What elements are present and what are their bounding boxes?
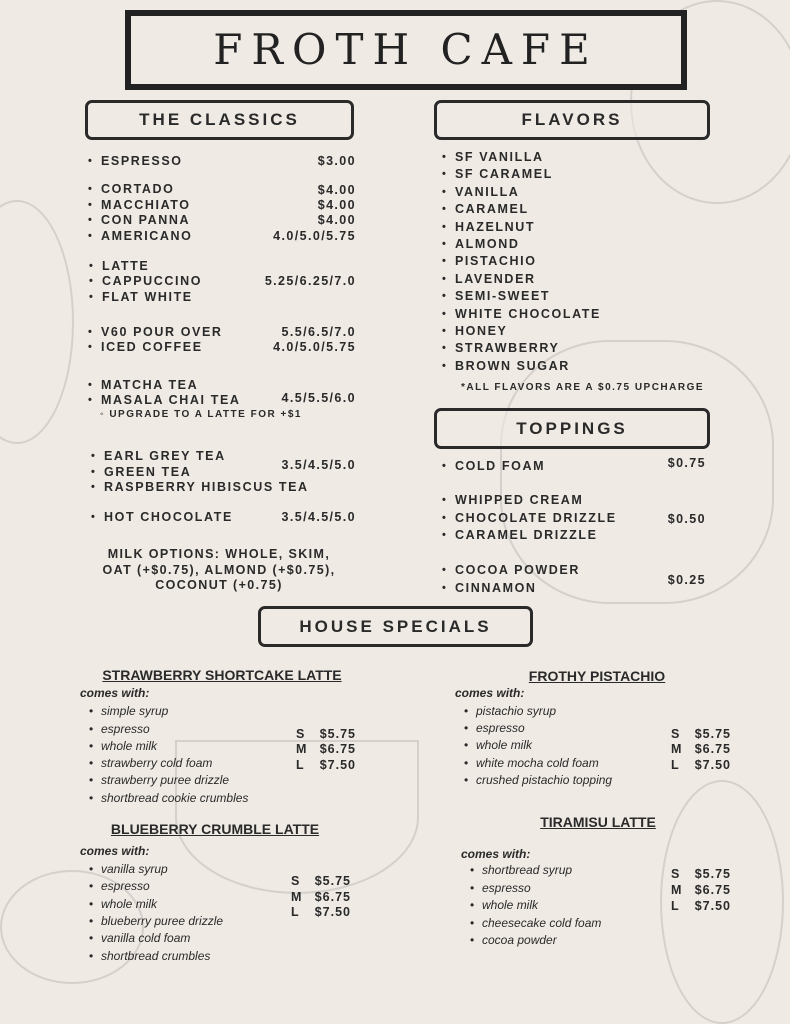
- classics-item: • GREEN TEA: [104, 465, 191, 479]
- special-ingredient: • vanilla cold foam: [101, 931, 190, 945]
- special-ingredient: • espresso: [101, 879, 150, 893]
- size-price-row: [296, 758, 356, 773]
- milk-options-line: OAT (+$0.75), ALMOND (+$0.75),: [102, 562, 336, 577]
- special-ingredient: • crushed pistachio topping: [476, 773, 612, 787]
- special-ingredient: • espresso: [482, 881, 531, 895]
- size-label: L: [671, 899, 680, 913]
- comes-with-label: comes with:: [80, 844, 150, 858]
- classics-item: • EARL GREY TEA: [104, 449, 226, 463]
- topping-item: • CHOCOLATE DRIZZLE: [455, 511, 617, 525]
- size-label: L: [291, 905, 300, 919]
- size-price: $7.50: [319, 758, 356, 772]
- size-price: $7.50: [314, 905, 351, 919]
- classics-price: 4.5/5.5/6.0: [281, 391, 356, 405]
- size-price-row: [296, 742, 356, 757]
- topping-price: $0.25: [667, 573, 706, 587]
- classics-item: • RASPBERRY HIBISCUS TEA: [104, 480, 309, 494]
- size-price-row: [296, 727, 356, 742]
- comes-with-label: comes with:: [80, 686, 150, 700]
- classics-price: 4.0/5.0/5.75: [273, 340, 356, 354]
- topping-item: • COLD FOAM: [455, 459, 545, 473]
- special-ingredient: • whole milk: [101, 897, 157, 911]
- special-ingredient: • espresso: [476, 721, 525, 735]
- special-ingredient: • simple syrup: [101, 704, 168, 718]
- classics-price: $4.00: [317, 213, 356, 227]
- size-price: $6.75: [314, 890, 351, 904]
- size-price-row: [671, 867, 731, 882]
- size-price-row: [671, 758, 731, 773]
- size-price: $5.75: [694, 727, 731, 741]
- milk-options-line: MILK OPTIONS: WHOLE, SKIM,: [107, 547, 331, 561]
- house-specials-heading: HOUSE SPECIALS: [258, 606, 533, 647]
- size-label: M: [296, 742, 308, 756]
- size-price: $6.75: [319, 742, 356, 756]
- classics-item: • HOT CHOCOLATE: [104, 510, 233, 524]
- size-price: $6.75: [694, 742, 731, 756]
- topping-price: $0.50: [667, 512, 706, 526]
- classics-price: $4.00: [317, 183, 356, 197]
- flavors-upcharge-note: *ALL FLAVORS ARE A $0.75 UPCHARGE: [461, 382, 705, 393]
- special-ingredient: • strawberry puree drizzle: [101, 773, 229, 787]
- classics-price: $4.00: [317, 198, 356, 212]
- cafe-title: FROTH CAFE: [213, 25, 599, 74]
- flavor-item: • SEMI-SWEET: [455, 289, 550, 303]
- size-price-row: [291, 905, 351, 920]
- special-ingredient: • whole milk: [476, 738, 532, 752]
- topping-price: $0.75: [667, 456, 706, 470]
- special-ingredient: • vanilla syrup: [101, 862, 168, 876]
- milk-options: [85, 547, 353, 594]
- flavor-item: • LAVENDER: [455, 272, 536, 286]
- special-ingredient: • espresso: [101, 722, 150, 736]
- flavor-item: • STRAWBERRY: [455, 341, 559, 355]
- size-label: S: [296, 727, 306, 741]
- size-price: $7.50: [694, 758, 731, 772]
- flavor-item: • PISTACHIO: [455, 254, 537, 268]
- size-label: L: [296, 758, 305, 772]
- size-price-row: [291, 890, 351, 905]
- size-price-row: [671, 899, 731, 914]
- classics-item: • ESPRESSO: [101, 154, 183, 168]
- flavor-item: • WHITE CHOCOLATE: [455, 307, 601, 321]
- flavors-heading: FLAVORS: [434, 100, 710, 140]
- size-price: $7.50: [694, 899, 731, 913]
- size-price: $5.75: [694, 867, 731, 881]
- special-ingredient: • cocoa powder: [482, 933, 557, 947]
- size-price: $5.75: [319, 727, 356, 741]
- classics-item: • MACCHIATO: [101, 198, 191, 212]
- topping-item: • COCOA POWDER: [455, 563, 580, 577]
- topping-item: • CINNAMON: [455, 581, 537, 595]
- size-price: $5.75: [314, 874, 351, 888]
- classics-price: 3.5/4.5/5.0: [281, 510, 356, 524]
- special-ingredient: • shortbread crumbles: [101, 949, 210, 963]
- classics-item: • CON PANNA: [101, 213, 190, 227]
- classics-item: • CORTADO: [101, 182, 174, 196]
- flavor-item: • VANILLA: [455, 185, 519, 199]
- special-ingredient: • shortbread syrup: [482, 863, 572, 877]
- classics-price: 3.5/4.5/5.0: [281, 458, 356, 472]
- classics-item: • FLAT WHITE: [102, 290, 193, 304]
- classics-price: $3.00: [317, 154, 356, 168]
- flavor-item: • SF CARAMEL: [455, 167, 553, 181]
- special-ingredient: • whole milk: [101, 739, 157, 753]
- size-label: M: [671, 742, 683, 756]
- special-ingredient: • pistachio syrup: [476, 704, 556, 718]
- milk-options-line: COCONUT (+0.75): [155, 578, 283, 592]
- leaf-illustration: [0, 200, 74, 444]
- special-ingredient: • cheesecake cold foam: [482, 916, 601, 930]
- size-label: M: [671, 883, 683, 897]
- special-drink-name: TIRAMISU LATTE: [540, 814, 656, 830]
- special-ingredient: • blueberry puree drizzle: [101, 914, 223, 928]
- size-label: S: [671, 867, 681, 881]
- size-price-row: [671, 742, 731, 757]
- special-drink-name: FROTHY PISTACHIO: [528, 668, 666, 684]
- flavor-item: • CARAMEL: [455, 202, 529, 216]
- flavor-item: • SF VANILLA: [455, 150, 544, 164]
- special-ingredient: • strawberry cold foam: [101, 756, 212, 770]
- topping-item: • WHIPPED CREAM: [455, 493, 583, 507]
- classics-item: • V60 POUR OVER: [101, 325, 223, 339]
- size-price-row: [291, 874, 351, 889]
- cafe-title-box: [125, 10, 687, 90]
- classics-item: • MATCHA TEA: [101, 378, 198, 392]
- special-drink-name: STRAWBERRY SHORTCAKE LATTE: [102, 667, 342, 683]
- classics-item: • LATTE: [102, 259, 149, 273]
- flavor-item: • HAZELNUT: [455, 220, 535, 234]
- flavor-item: • ALMOND: [455, 237, 519, 251]
- flavor-item: • HONEY: [455, 324, 507, 338]
- special-ingredient: • shortbread cookie crumbles: [101, 791, 248, 805]
- special-ingredient: • whole milk: [482, 898, 538, 912]
- classics-price: 4.0/5.0/5.75: [273, 229, 356, 243]
- classics-item: • AMERICANO: [101, 229, 192, 243]
- classics-heading: THE CLASSICS: [85, 100, 354, 140]
- special-ingredient: • white mocha cold foam: [476, 756, 599, 770]
- special-drink-name: BLUEBERRY CRUMBLE LATTE: [110, 821, 320, 837]
- size-price: $6.75: [694, 883, 731, 897]
- classics-item: • CAPPUCCINO: [102, 274, 202, 288]
- topping-item: • CARAMEL DRIZZLE: [455, 528, 598, 542]
- comes-with-label: comes with:: [455, 686, 525, 700]
- size-label: S: [671, 727, 681, 741]
- size-label: S: [291, 874, 301, 888]
- size-label: M: [291, 890, 303, 904]
- classics-item: • ICED COFFEE: [101, 340, 203, 354]
- classics-price: 5.5/6.5/7.0: [281, 325, 356, 339]
- comes-with-label: comes with:: [461, 847, 531, 861]
- size-label: L: [671, 758, 680, 772]
- toppings-heading: TOPPINGS: [434, 408, 710, 449]
- upgrade-note: ◦ UPGRADE TO A LATTE FOR +$1: [100, 409, 302, 420]
- size-price-row: [671, 883, 731, 898]
- classics-price: 5.25/6.25/7.0: [264, 274, 356, 288]
- size-price-row: [671, 727, 731, 742]
- classics-item: • MASALA CHAI TEA: [101, 393, 241, 407]
- flavor-item: • BROWN SUGAR: [455, 359, 570, 373]
